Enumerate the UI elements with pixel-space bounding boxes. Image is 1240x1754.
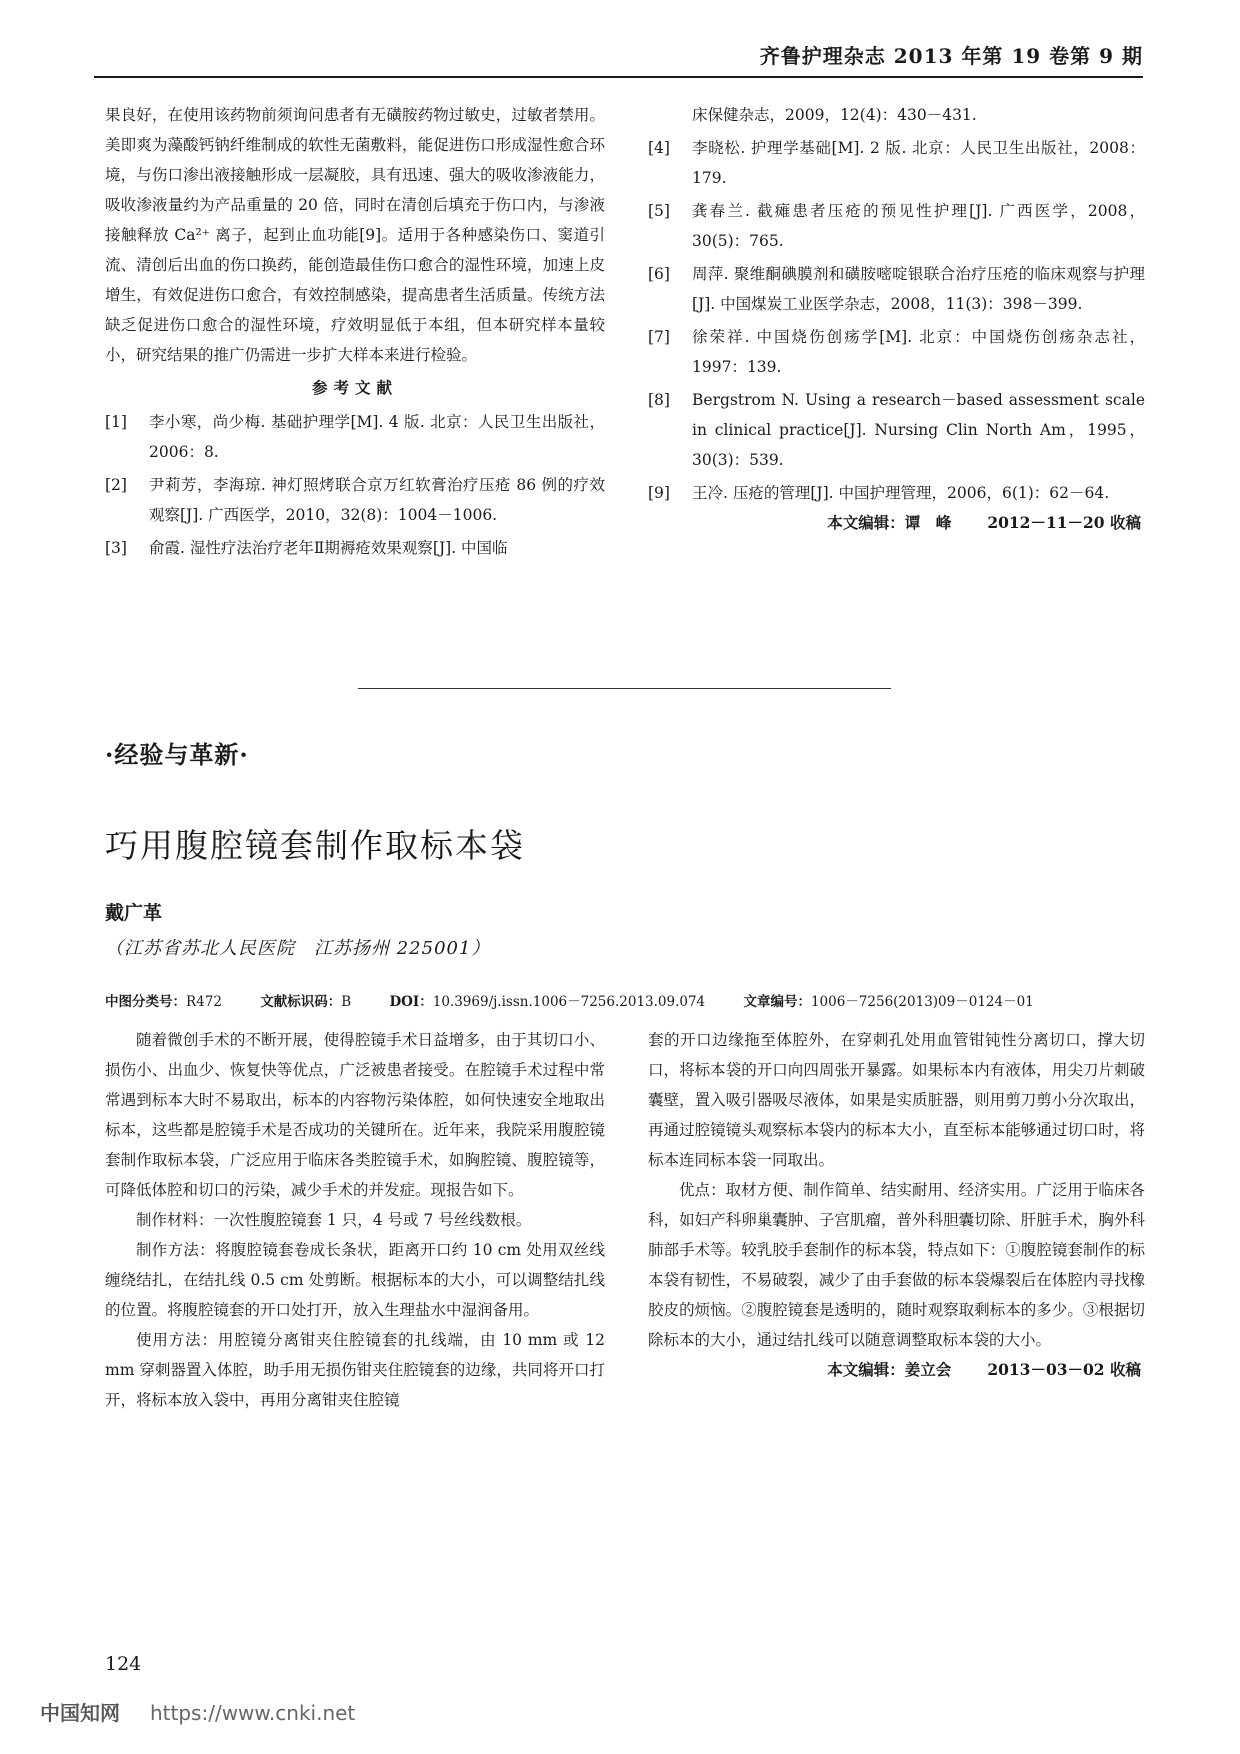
body-paragraph: 优点：取材方便、制作简单、结实耐用、经济实用。广泛用于临床各科，如妇产科卵巢囊肿、子宫肌瘤，普外科胆囊切除、肝脏手术，胸外科肺部手术等。较乳胶手套制作的标本袋，特点如下：①腹腔镜套制作的标本袋有韧性，不易破裂，减少了由手套做的标本袋爆裂后在体腔内寻找橡胶皮的烦恼。②腹腔镜套是透明的，随时观察取剩标本的多少。③根据切除标本的大小，通过结扎线可以随意调整取标本袋的大小。 bbox=[648, 1181, 1145, 1349]
bottom-right-column bbox=[648, 1025, 1145, 1385]
page-number: 124 bbox=[105, 1653, 142, 1675]
received-date: 2012－11－20 收稿 bbox=[987, 513, 1141, 532]
reference-item bbox=[648, 385, 1145, 475]
body-paragraph: 套的开口边缘拖至体腔外，在穿刺孔处用血管钳钝性分离切口，撑大切口，将标本袋的开口向四周张开暴露。如果标本内有液体，用尖刀片刺破囊壁，置入吸引器吸尽液体，如果是实质脏器，则用剪刀剪小分次取出，再通过腔镜镜头观察标本袋内的标本大小，直至标本能够通过切口时，将标本连同标本袋一同取出。 bbox=[648, 1031, 1145, 1169]
doi-value: 10.3969/j.issn.1006－7256.2013.09.074 bbox=[432, 994, 706, 1010]
clc-value: R472 bbox=[186, 994, 222, 1010]
header-rule bbox=[94, 76, 1143, 78]
doc-label: 文献标识码： bbox=[260, 994, 342, 1010]
footer-url[interactable]: https://www.cnki.net bbox=[150, 1701, 356, 1725]
article-divider bbox=[358, 688, 891, 689]
reference-item bbox=[105, 533, 605, 563]
top-right-column bbox=[648, 100, 1145, 538]
doi-field bbox=[389, 994, 705, 1010]
reference-number: [8] bbox=[648, 391, 670, 409]
article-metadata bbox=[105, 990, 1068, 1010]
reference-item bbox=[105, 407, 605, 467]
reference-item bbox=[648, 259, 1145, 319]
author-name: 戴广革 bbox=[105, 902, 163, 924]
article-number-label: 文章编号： bbox=[743, 994, 811, 1010]
reference-text: 床保健杂志，2009，12(4)：430－431. bbox=[692, 106, 977, 124]
footer-watermark bbox=[40, 1697, 355, 1726]
body-paragraph: 制作材料：一次性腹腔镜套 1 只，4 号或 7 号丝线数根。 bbox=[136, 1211, 532, 1229]
reference-item bbox=[648, 322, 1145, 382]
reference-item bbox=[648, 133, 1145, 193]
editor-line bbox=[648, 508, 1145, 538]
clc-label: 中图分类号： bbox=[105, 994, 186, 1010]
body-paragraph: 随着微创手术的不断开展，使得腔镜手术日益增多，由于其切口小、损伤小、出血少、恢复快等优点，广泛被患者接受。在腔镜手术过程中常常遇到标本大时不易取出，标本的内容物污染体腔，如何快速安全地取出标本，这些都是腔镜手术是否成功的关键所在。近年来，我院采用腹腔镜套制作取标本袋，广泛应用于临床各类腔镜手术，如胸腔镜、腹腔镜等，可降低体腔和切口的污染，减少手术的并发症。现报告如下。 bbox=[105, 1031, 605, 1199]
reference-text: 王冷. 压疮的管理[J]. 中国护理管理，2006，6(1)：62－64. bbox=[692, 484, 1110, 502]
author-affiliation: （江苏省苏北人民医院 江苏扬州 225001） bbox=[105, 938, 491, 959]
running-header: 齐鲁护理杂志 2013 年第 19 卷第 9 期 bbox=[759, 44, 1143, 68]
doc-field bbox=[260, 994, 351, 1010]
reference-number: [7] bbox=[648, 328, 670, 346]
reference-item bbox=[105, 470, 605, 530]
reference-number: [9] bbox=[648, 484, 670, 502]
doc-value: B bbox=[341, 994, 352, 1010]
article-number-field bbox=[743, 994, 1033, 1010]
reference-text: 龚春兰. 截瘫患者压疮的预见性护理[J]. 广西医学，2008，30(5)：765. bbox=[692, 202, 1145, 250]
article-title: 巧用腹腔镜套制作取标本袋 bbox=[105, 826, 525, 865]
editor-name: 本文编辑：谭 峰 bbox=[827, 513, 952, 532]
reference-text: 李小寒，尚少梅. 基础护理学[M]. 4 版. 北京：人民卫生出版社，2006：8. bbox=[149, 413, 605, 461]
reference-item bbox=[648, 196, 1145, 256]
body-paragraph: 使用方法：用腔镜分离钳夹住腔镜套的扎线端，由 10 mm 或 12 mm 穿刺器置入体腔，助手用无损伤钳夹住腔镜套的边缘，共同将开口打开，将标本放入袋中，再用分离钳夹住腔镜 bbox=[105, 1331, 605, 1409]
body-paragraph: 果良好，在使用该药物前须询问患者有无磺胺药物过敏史，过敏者禁用。美即爽为藻酸钙钠纤维制成的软性无菌敷料，能促进伤口形成湿性愈合环境，与伤口渗出液接触形成一层凝胶，具有迅速、强大的吸收渗液能力，吸收渗液量约为产品重量的 20 倍，同时在清创后填充于伤口内，与渗液接触释放 Ca²⁺ 离子，起到止血功能[9]。适用于各种感染伤口、窦道引流、清创后出血的伤口换药，能创造最佳伤口愈合的湿性环境，加速上皮增生，有效促进伤口愈合，有效控制感染，提高患者生活质量。传统方法缺乏促进伤口愈合的湿性环境，疗效明显低于本组，但本研究样本量较小，研究结果的推广仍需进一步扩大样本来进行检验。 bbox=[105, 106, 605, 364]
reference-item bbox=[648, 478, 1145, 508]
reference-continuation bbox=[648, 100, 1145, 130]
editor-name: 本文编辑：姜立会 bbox=[827, 1360, 952, 1379]
article-number-value: 1006－7256(2013)09－0124－01 bbox=[810, 994, 1034, 1010]
reference-text: 周萍. 聚维酮碘膜剂和磺胺嘧啶银联合治疗压疮的临床观察与护理[J]. 中国煤炭工业医学杂志，2008，11(3)：398－399. bbox=[692, 265, 1145, 313]
references-heading: 参考文献 bbox=[311, 378, 398, 397]
cnki-logo: 中国知网 bbox=[40, 1701, 120, 1725]
doi-label: DOI： bbox=[389, 994, 433, 1010]
received-date: 2013－03－02 收稿 bbox=[987, 1360, 1141, 1379]
reference-text: 俞霞. 湿性疗法治疗老年Ⅱ期褥疮效果观察[J]. 中国临 bbox=[149, 539, 508, 557]
reference-text: Bergstrom N. Using a research－based assessment scale in clinical practice[J]. Nursing Clin North Am，1995，30(3)：539. bbox=[692, 391, 1145, 469]
reference-text: 尹莉芳，李海琼. 神灯照烤联合京万红软膏治疗压疮 86 例的疗效观察[J]. 广西医学，2010，32(8)：1004－1006. bbox=[149, 476, 605, 524]
bottom-left-column bbox=[105, 1025, 605, 1415]
reference-number: [3] bbox=[105, 539, 127, 557]
clc-field bbox=[105, 994, 222, 1010]
body-paragraph: 制作方法：将腹腔镜套卷成长条状，距离开口约 10 cm 处用双丝线缠绕结扎，在结扎线 0.5 cm 处剪断。根据标本的大小，可以调整结扎线的位置。将腹腔镜套的开口处打开，放入生理盐水中湿润备用。 bbox=[105, 1241, 605, 1319]
reference-number: [1] bbox=[105, 413, 127, 431]
reference-number: [4] bbox=[648, 139, 670, 157]
reference-text: 徐荣祥. 中国烧伤创疡学[M]. 北京：中国烧伤创疡杂志社，1997：139. bbox=[692, 328, 1145, 376]
editor-line bbox=[648, 1355, 1145, 1385]
reference-number: [2] bbox=[105, 476, 127, 494]
reference-number: [6] bbox=[648, 265, 670, 283]
top-left-column bbox=[105, 100, 605, 563]
reference-text: 李晓松. 护理学基础[M]. 2 版. 北京：人民卫生出版社，2008：179. bbox=[692, 139, 1145, 187]
reference-number: [5] bbox=[648, 202, 670, 220]
section-label: ·经验与革新· bbox=[105, 740, 249, 769]
